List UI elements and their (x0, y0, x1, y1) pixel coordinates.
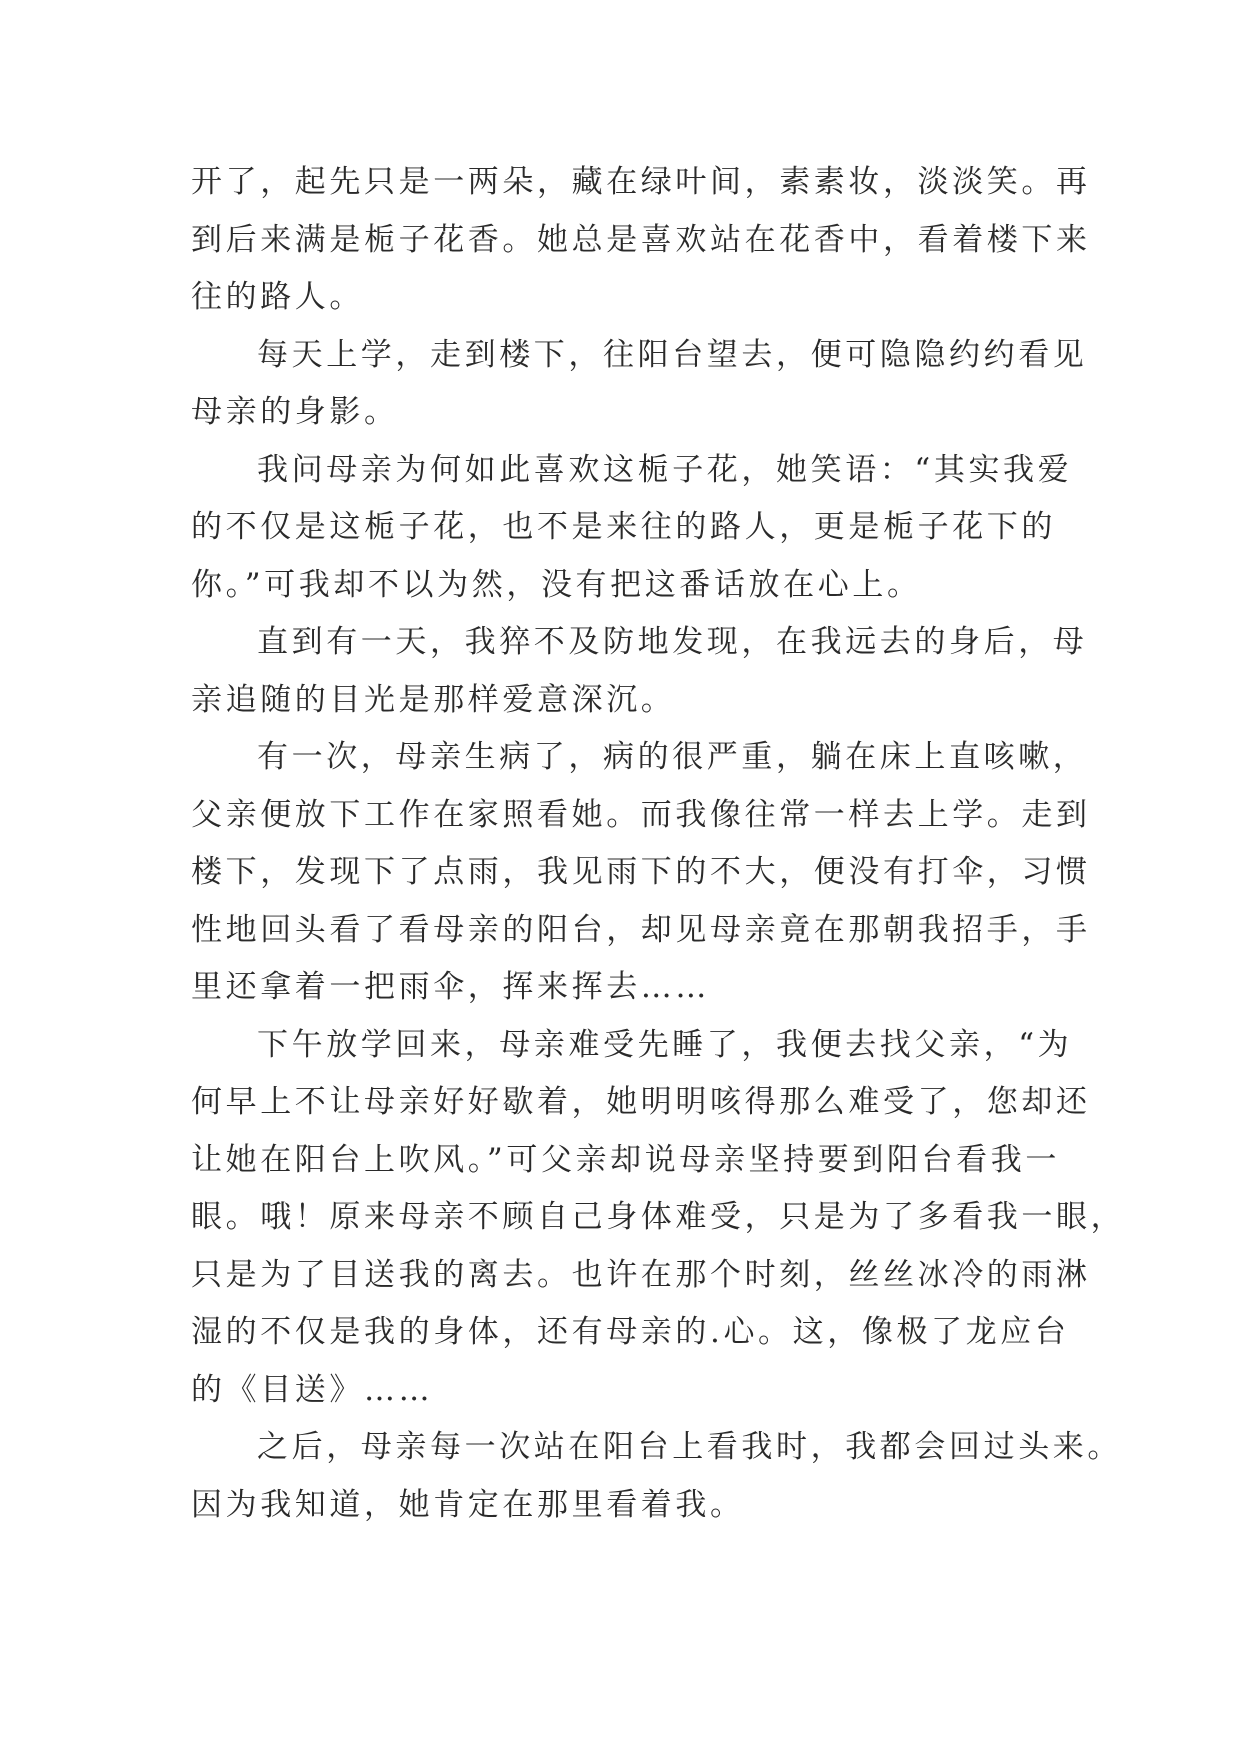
text-line: 只是为了目送我的离去。也许在那个时刻，丝丝冰冷的雨淋 (191, 1256, 1091, 1293)
paragraph-first-line: 直到有一天，我猝不及防地发现，在我远去的身后，母 (257, 624, 1088, 660)
text-line: 何早上不让母亲好好歇着，她明明咳得那么难受了，您却还 (191, 1084, 1091, 1120)
text-line: 开了，起先只是一两朵，藏在绿叶间，素素妆，淡淡笑。再 (191, 164, 1091, 200)
paragraph-first-line: 有一次，母亲生病了，病的很严重，躺在床上直咳嗽， (257, 739, 1088, 775)
text-line: 湿的不仅是我的身体，还有母亲的.心。这，像极了龙应台 (191, 1314, 1070, 1350)
text-line: 母亲的身影。 (191, 394, 399, 430)
text-line: 的不仅是这栀子花，也不是来往的路人，更是栀子花下的 (191, 509, 1056, 545)
paragraph-first-line: 下午放学回来，母亲难受先睡了，我便去找父亲，“为 (257, 1026, 1073, 1063)
text-line: 亲追随的目光是那样爱意深沉。 (191, 681, 676, 718)
text-line: 眼。哦！原来母亲不顾自己身体难受，只是为了多看我一眼， (191, 1199, 1126, 1235)
text-line: 让她在阳台上吹风。”可父亲却说母亲坚持要到阳台看我一 (191, 1141, 1060, 1178)
essay-body (191, 154, 1126, 1534)
text-line: 楼下，发现下了点雨，我见雨下的不大，便没有打伞，习惯 (191, 854, 1091, 890)
text-line: 你。”可我却不以为然，没有把这番话放在心上。 (191, 566, 922, 603)
text-line: 性地回头看了看母亲的阳台，却见母亲竟在那朝我招手，手 (191, 911, 1091, 948)
text-line: 的《目送》…… (191, 1371, 434, 1408)
text-line: 往的路人。 (191, 279, 364, 315)
text-line: 到后来满是栀子花香。她总是喜欢站在花香中，看着楼下来 (191, 221, 1091, 258)
text-line: 因为我知道，她肯定在那里看着我。 (191, 1486, 745, 1523)
text-line: 父亲便放下工作在家照看她。而我像往常一样去上学。走到 (191, 796, 1091, 833)
paragraph-first-line: 每天上学，走到楼下，往阳台望去，便可隐隐约约看见 (257, 336, 1088, 373)
paragraph-first-line: 之后，母亲每一次站在阳台上看我时，我都会回过头来。 (257, 1429, 1122, 1465)
text-line: 里还拿着一把雨伞，挥来挥去…… (191, 969, 710, 1005)
paragraph-first-line: 我问母亲为何如此喜欢这栀子花，她笑语：“其实我爱 (257, 451, 1073, 488)
